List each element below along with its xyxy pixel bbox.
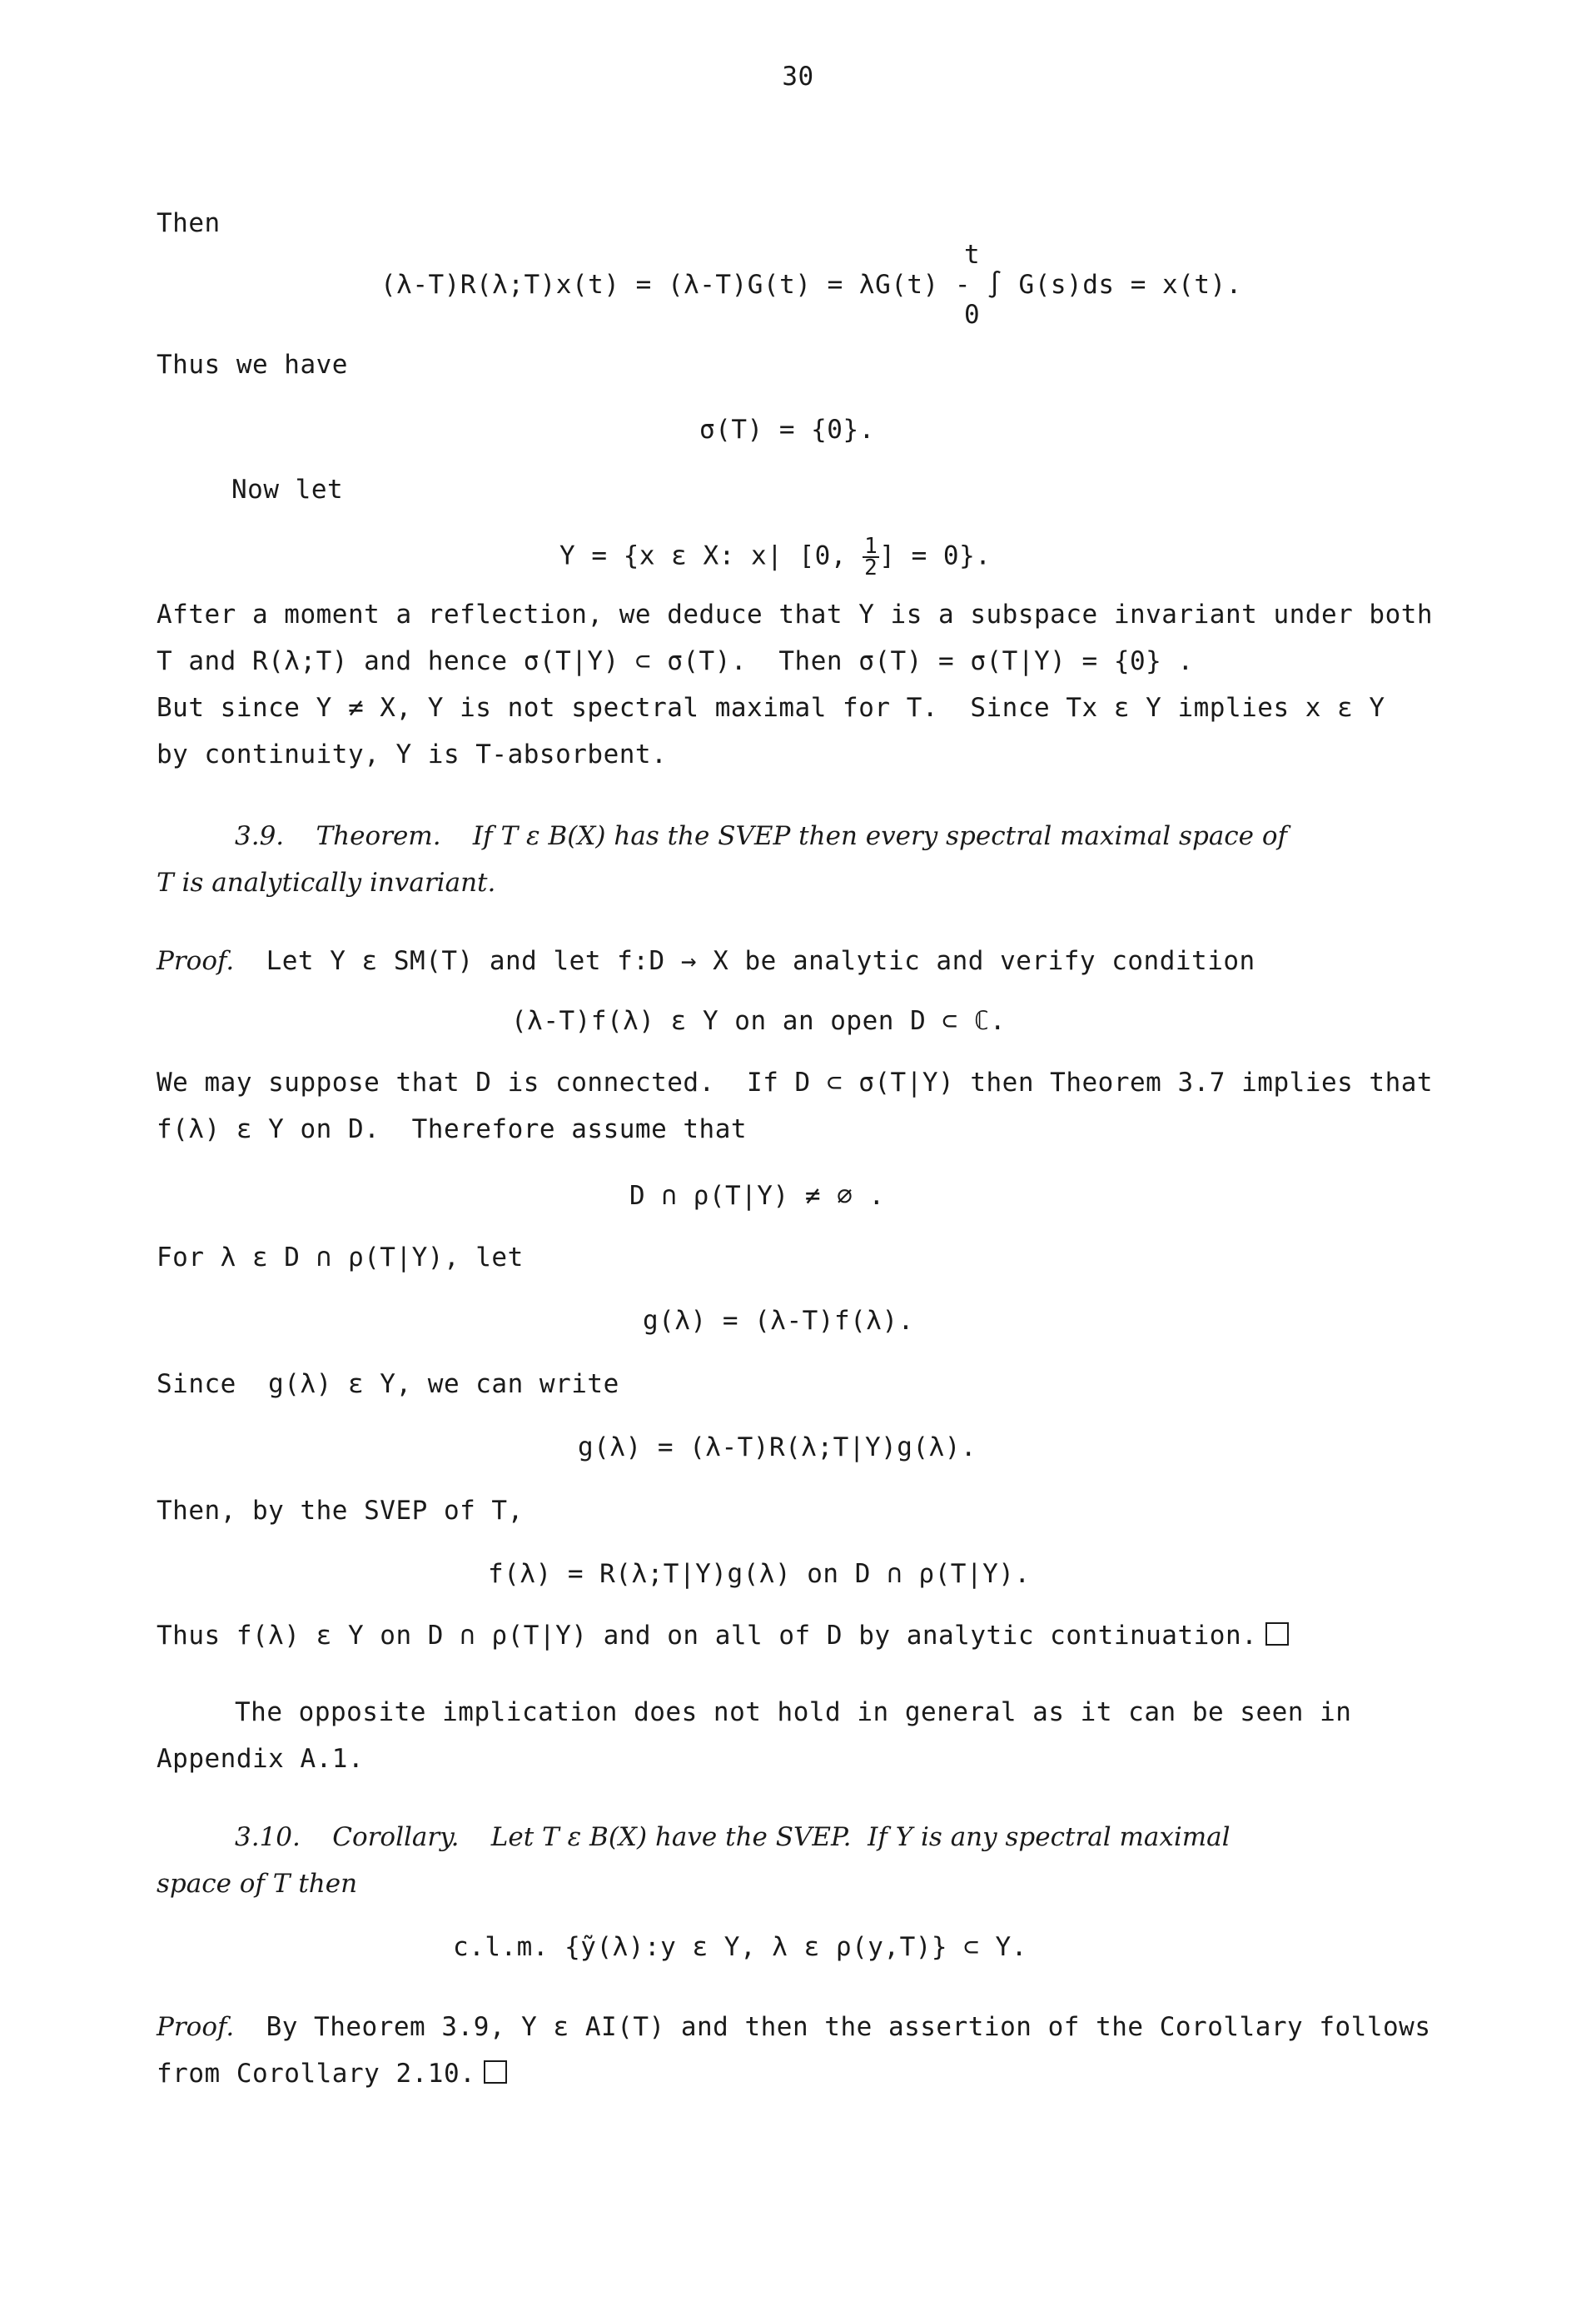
- page-number: 30: [782, 62, 814, 92]
- proof-text: By Theorem 3.9, Y ε AI(T) and then the assertion of the Corollary follows: [266, 2012, 1431, 2042]
- proof-line: Then, by the SVEP of T,: [157, 1496, 524, 1526]
- proof-heading: Proof.: [157, 2012, 235, 2042]
- equation-line: f(λ) = R(λ;T|Y)g(λ) on D ∩ ρ(T|Y).: [488, 1559, 1031, 1589]
- proof-line: We may suppose that D is connected. If D ⊂ σ(T|Y) then Theorem 3.7 implies that: [157, 1068, 1434, 1098]
- equation-line: D ∩ ρ(T|Y) ≠ ∅ .: [629, 1181, 885, 1211]
- proof-line: Since g(λ) ε Y, we can write: [157, 1369, 619, 1399]
- proof-text: from Corollary 2.10.: [157, 2059, 476, 2089]
- theorem-statement: If T ε B(X) has the SVEP then every spectral maximal space of: [472, 821, 1287, 851]
- equation-part: Y = {x ε X: x| [0,: [559, 540, 863, 571]
- remark-line: The opposite implication does not hold in general as it can be seen in: [235, 1697, 1352, 1727]
- integral-upper-limit: t: [964, 240, 981, 270]
- fraction-denominator: 2: [864, 555, 878, 580]
- proof-text: Thus f(λ) ε Y on D ∩ ρ(T|Y) and on all of D by analytic continuation.: [157, 1621, 1258, 1651]
- qed-box-icon: [484, 2060, 507, 2084]
- proof-text: Let Y ε SM(T) and let f:D → X be analytic and verify condition: [266, 946, 1255, 976]
- fraction: [863, 536, 879, 578]
- proof-line: [157, 1619, 1289, 1652]
- equation-line: [559, 536, 991, 578]
- theorem-heading: Theorem.: [316, 821, 441, 851]
- equation-line: c.l.m. {ỹ(λ):y ε Y, λ ε ρ(y,T)} ⊂ Y.: [453, 1932, 1027, 1962]
- text-line: T and R(λ;T) and hence σ(T|Y) ⊂ σ(T). Then σ(T) = σ(T|Y) = {0} .: [157, 646, 1194, 676]
- proof-line: [157, 944, 1255, 978]
- corollary-number: 3.10.: [235, 1822, 301, 1852]
- proof-line: [157, 2057, 507, 2090]
- equation-part: ] = 0}.: [879, 540, 992, 571]
- text-line: Now let: [231, 475, 344, 505]
- corollary-3-10: [235, 1820, 1231, 1854]
- theorem-3-9: [235, 819, 1287, 853]
- equation-line: (λ-T)R(λ;T)x(t) = (λ-T)G(t) = λG(t) - ∫ G(s)ds = x(t).: [380, 270, 1242, 300]
- fraction-numerator: 1: [864, 534, 878, 559]
- corollary-statement: Let T ε B(X) have the SVEP. If Y is any spectral maximal: [490, 1822, 1231, 1852]
- remark-line: Appendix A.1.: [157, 1744, 365, 1774]
- equation-line: σ(T) = {0}.: [699, 415, 875, 445]
- text-line: After a moment a reflection, we deduce that Y is a subspace invariant under both: [157, 600, 1434, 630]
- corollary-statement: space of T then: [157, 1869, 358, 1899]
- qed-box-icon: [1265, 1622, 1289, 1646]
- proof-line: [157, 2010, 1431, 2044]
- equation-line: g(λ) = (λ-T)R(λ;T|Y)g(λ).: [578, 1432, 977, 1462]
- equation-line: (λ-T)f(λ) ε Y on an open D ⊂ ℂ.: [511, 1006, 1007, 1036]
- text-line: But since Y ≠ X, Y is not spectral maximal for T. Since Tx ε Y implies x ε Y: [157, 693, 1385, 723]
- proof-line: For λ ε D ∩ ρ(T|Y), let: [157, 1243, 524, 1273]
- text-line: Thus we have: [157, 350, 348, 380]
- theorem-number: 3.9.: [235, 821, 285, 851]
- corollary-heading: Corollary.: [332, 1822, 460, 1852]
- equation-line: g(λ) = (λ-T)f(λ).: [643, 1306, 914, 1336]
- integral-lower-limit: 0: [964, 300, 981, 330]
- proof-heading: Proof.: [157, 946, 235, 976]
- theorem-statement: T is analytically invariant.: [157, 868, 496, 898]
- text-line: by continuity, Y is T-absorbent.: [157, 740, 668, 770]
- text-line: Then: [157, 208, 221, 238]
- proof-line: f(λ) ε Y on D. Therefore assume that: [157, 1114, 748, 1144]
